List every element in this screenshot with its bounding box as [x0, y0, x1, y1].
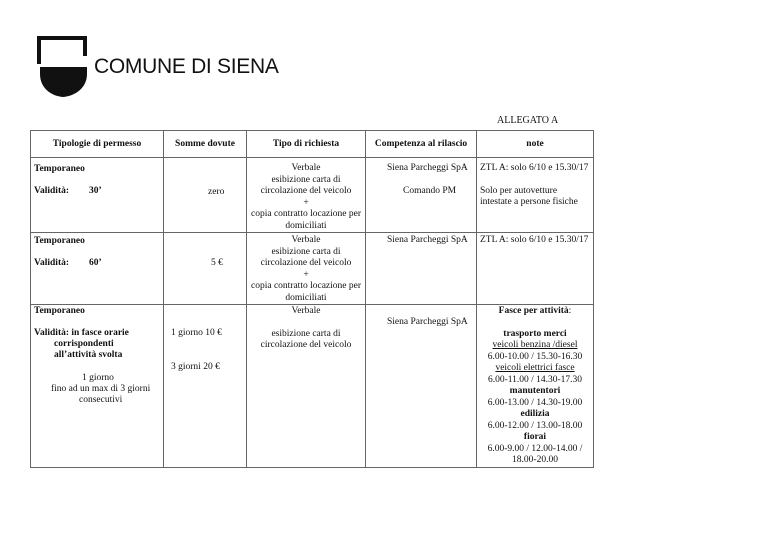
note-line: 6.00-9.00 / 12.00-14.00 /	[487, 443, 583, 454]
allegato-label: ALLEGATO A	[497, 115, 559, 126]
richiesta-line: circolazione del veicolo	[260, 340, 352, 350]
richiesta-line: circolazione del veicolo	[260, 186, 352, 196]
validita-label: Validità: in fasce orarie	[34, 328, 129, 338]
somme-value: 3 giorni 20 €	[171, 362, 220, 372]
richiesta-line: copia contratto locazione per	[251, 281, 361, 291]
note-line: edilizia	[520, 409, 550, 419]
note-line: manutentori	[509, 386, 561, 396]
competenza-value: Siena Parcheggi SpA	[387, 235, 468, 245]
tipologia-cell	[31, 305, 164, 468]
somme-cell	[164, 158, 247, 233]
note-line: veicoli elettrici fasce	[495, 363, 575, 373]
column-header: Somme dovute	[164, 131, 247, 158]
table-row	[31, 233, 594, 305]
durata-text: fino ad un max di 3 giorni	[51, 384, 151, 394]
tipologia-cell	[31, 233, 164, 305]
note-line: 6.00-12.00 / 13.00-18.00	[487, 420, 583, 431]
note-line: veicoli benzina /diesel	[492, 340, 578, 350]
competenza-value: Siena Parcheggi SpA	[387, 317, 468, 327]
logo-text: COMUNE DI SIENA	[94, 55, 279, 78]
somme-cell	[164, 233, 247, 305]
richiesta-line: +	[303, 197, 309, 208]
richiesta-line: domiciliati	[285, 292, 327, 303]
table-row	[31, 158, 594, 233]
somme-value: zero	[208, 187, 225, 197]
note-title: Fasce per attività:	[498, 306, 572, 316]
validita-detail: all’attività svolta	[54, 350, 123, 360]
richiesta-line: Verbale	[291, 235, 321, 245]
note-cell	[477, 305, 594, 468]
note-text: intestate a persone fisiche	[480, 197, 578, 207]
competenza-value: Siena Parcheggi SpA	[387, 163, 468, 173]
competenza-cell	[366, 233, 477, 305]
note-text: ZTL A: solo 6/10 e 15.30/17	[480, 163, 589, 173]
note-line: 6.00-11.00 / 14.30-17.30	[487, 374, 583, 385]
competenza-cell	[366, 305, 477, 468]
richiesta-cell	[247, 305, 366, 468]
validita-value: 30’	[89, 186, 102, 196]
note-line: trasporto merci	[503, 328, 567, 339]
table-row	[31, 305, 594, 468]
richiesta-cell	[247, 158, 366, 233]
validita-value: 60’	[89, 258, 102, 268]
richiesta-cell	[247, 233, 366, 305]
richiesta-line: +	[303, 269, 309, 280]
richiesta-line: esibizione carta di	[271, 246, 341, 257]
durata-text: consecutivi	[79, 395, 123, 405]
tipologia-title: Temporaneo	[34, 164, 85, 174]
richiesta-line: domiciliati	[285, 220, 327, 231]
note-cell	[477, 233, 594, 305]
column-header: Tipologie di permesso	[31, 131, 164, 158]
tipologia-cell	[31, 158, 164, 233]
column-header: Tipo di richiesta	[247, 131, 366, 158]
richiesta-line: Verbale	[291, 163, 321, 173]
validita-label: Validità:	[34, 186, 70, 196]
richiesta-line: Verbale	[291, 306, 321, 316]
somme-value: 5 €	[211, 258, 223, 268]
richiesta-line: esibizione carta di	[271, 328, 341, 339]
somme-cell	[164, 305, 247, 468]
richiesta-line: esibizione carta di	[271, 174, 341, 185]
note-cell	[477, 158, 594, 233]
note-text: Solo per autovetture	[480, 186, 558, 196]
tipologia-title: Temporaneo	[34, 236, 85, 246]
richiesta-line: copia contratto locazione per	[251, 209, 361, 219]
siena-shield-icon	[37, 36, 97, 98]
note-line: fiorai	[523, 432, 547, 442]
note-line: 18.00-20.00	[512, 455, 558, 465]
permits-table	[30, 130, 594, 468]
table-header-row	[31, 131, 594, 158]
competenza-cell	[366, 158, 477, 233]
richiesta-line: circolazione del veicolo	[260, 258, 352, 268]
note-line: 6.00-10.00 / 15.30-16.30	[487, 351, 583, 362]
somme-value: 1 giorno 10 €	[171, 328, 222, 338]
column-header: note	[477, 131, 594, 158]
competenza-value: Comando PM	[403, 186, 457, 196]
validita-detail: corrispondenti	[54, 339, 114, 349]
validita-label: Validità:	[34, 258, 70, 268]
durata-text: 1 giorno	[82, 373, 114, 383]
tipologia-title: Temporaneo	[34, 306, 85, 316]
note-line: 6.00-13.00 / 14.30-19.00	[487, 397, 583, 408]
column-header: Competenza al rilascio	[366, 131, 477, 158]
note-text: ZTL A: solo 6/10 e 15.30/17	[480, 235, 589, 245]
